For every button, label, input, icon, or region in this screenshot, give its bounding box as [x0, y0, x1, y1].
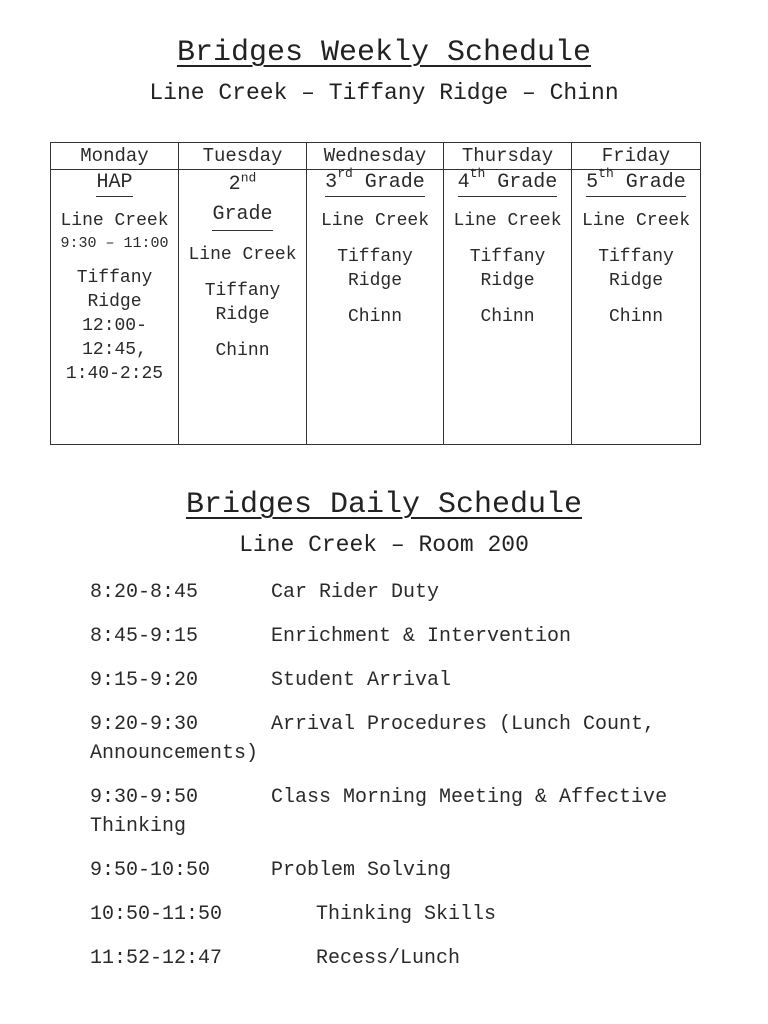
- monday-line-creek: Line Creek: [60, 211, 169, 231]
- column-header-wednesday: Wednesday: [307, 143, 444, 170]
- activity: Enrichment & Intervention: [271, 625, 572, 648]
- list-item: [90, 666, 730, 695]
- grade-word: Grade: [352, 171, 425, 194]
- monday-cell: [51, 170, 179, 445]
- grade-word: Grade: [485, 171, 558, 194]
- wednesday-heading: [325, 166, 425, 197]
- thursday-chinn: Chinn: [480, 307, 535, 327]
- monday-line-creek-time: 9:30 – 11:00: [60, 235, 169, 252]
- weekly-schedule-table: [50, 142, 701, 445]
- time-slot: 9:50-10:50: [90, 859, 211, 882]
- activity: Class Morning Meeting & Affective Thinking: [90, 786, 680, 838]
- grade-ordinal: th: [469, 166, 486, 182]
- activity: Arrival Procedures (Lunch Count, Announcements): [90, 713, 668, 765]
- grade-ordinal: nd: [240, 170, 257, 186]
- list-item: [90, 856, 730, 885]
- column-header-tuesday: Tuesday: [179, 143, 307, 170]
- wednesday-tiffany-ridge: Tiffany Ridge: [337, 247, 413, 291]
- thursday-line-creek: Line Creek: [453, 211, 562, 231]
- time-slot: 9:15-9:20: [90, 669, 199, 692]
- grade-ordinal: th: [598, 166, 614, 182]
- daily-schedule-title: Bridges Daily Schedule: [185, 488, 583, 522]
- grade-word: Grade: [212, 203, 273, 226]
- column-header-thursday: Thursday: [444, 143, 572, 170]
- monday-heading: HAP: [96, 172, 132, 197]
- time-slot: 8:20-8:45: [90, 581, 199, 604]
- activity: Car Rider Duty: [271, 581, 440, 604]
- weekly-schedule-subtitle: Line Creek – Tiffany Ridge – Chinn: [149, 80, 619, 106]
- activity: Thinking Skills: [316, 903, 497, 926]
- thursday-tiffany-ridge: Tiffany Ridge: [469, 247, 546, 291]
- list-item: [90, 900, 730, 929]
- friday-line-creek: Line Creek: [581, 211, 691, 231]
- grade-ordinal: rd: [337, 166, 353, 182]
- tuesday-cell: [179, 170, 307, 445]
- tuesday-tiffany-ridge: Tiffany Ridge: [204, 281, 281, 325]
- time-slot: 8:45-9:15: [90, 625, 199, 648]
- grade-number: 2: [228, 173, 241, 196]
- list-item: [90, 578, 730, 607]
- time-slot: 9:20-9:30: [90, 713, 199, 736]
- friday-tiffany-ridge: Tiffany Ridge: [598, 247, 674, 291]
- grade-number: 4: [457, 171, 470, 194]
- column-header-monday: Monday: [51, 143, 179, 170]
- time-slot: 11:52-12:47: [90, 947, 223, 970]
- monday-tiffany-ridge: Tiffany Ridge: [76, 268, 153, 312]
- tuesday-heading: [212, 170, 272, 231]
- grade-word: Grade: [613, 171, 686, 194]
- list-item: [90, 944, 730, 973]
- column-header-friday: Friday: [572, 143, 701, 170]
- thursday-heading: [457, 166, 558, 197]
- tuesday-line-creek: Line Creek: [188, 245, 297, 265]
- friday-chinn: Chinn: [608, 307, 663, 327]
- daily-schedule-list: [90, 578, 730, 988]
- activity: Problem Solving: [271, 859, 452, 882]
- time-slot: 10:50-11:50: [90, 903, 223, 926]
- list-item: [90, 783, 730, 841]
- grade-number: 3: [325, 171, 338, 194]
- grade-number: 5: [586, 171, 599, 194]
- monday-tiffany-ridge-time: 12:00-12:45, 1:40-2:25: [65, 316, 164, 384]
- time-slot: 9:30-9:50: [90, 786, 199, 809]
- daily-schedule-subtitle: Line Creek – Room 200: [239, 532, 529, 558]
- list-item: [90, 622, 730, 651]
- friday-heading: [586, 166, 686, 197]
- weekly-schedule-title: Bridges Weekly Schedule: [176, 36, 592, 70]
- list-item: [90, 710, 730, 768]
- wednesday-line-creek: Line Creek: [320, 211, 430, 231]
- table-row: [51, 170, 701, 445]
- tuesday-chinn: Chinn: [215, 341, 270, 361]
- activity: Student Arrival: [271, 669, 452, 692]
- thursday-cell: [444, 166, 572, 445]
- activity: Recess/Lunch: [316, 947, 461, 970]
- wednesday-cell: [307, 166, 444, 445]
- wednesday-chinn: Chinn: [347, 307, 402, 327]
- friday-cell: [572, 166, 701, 445]
